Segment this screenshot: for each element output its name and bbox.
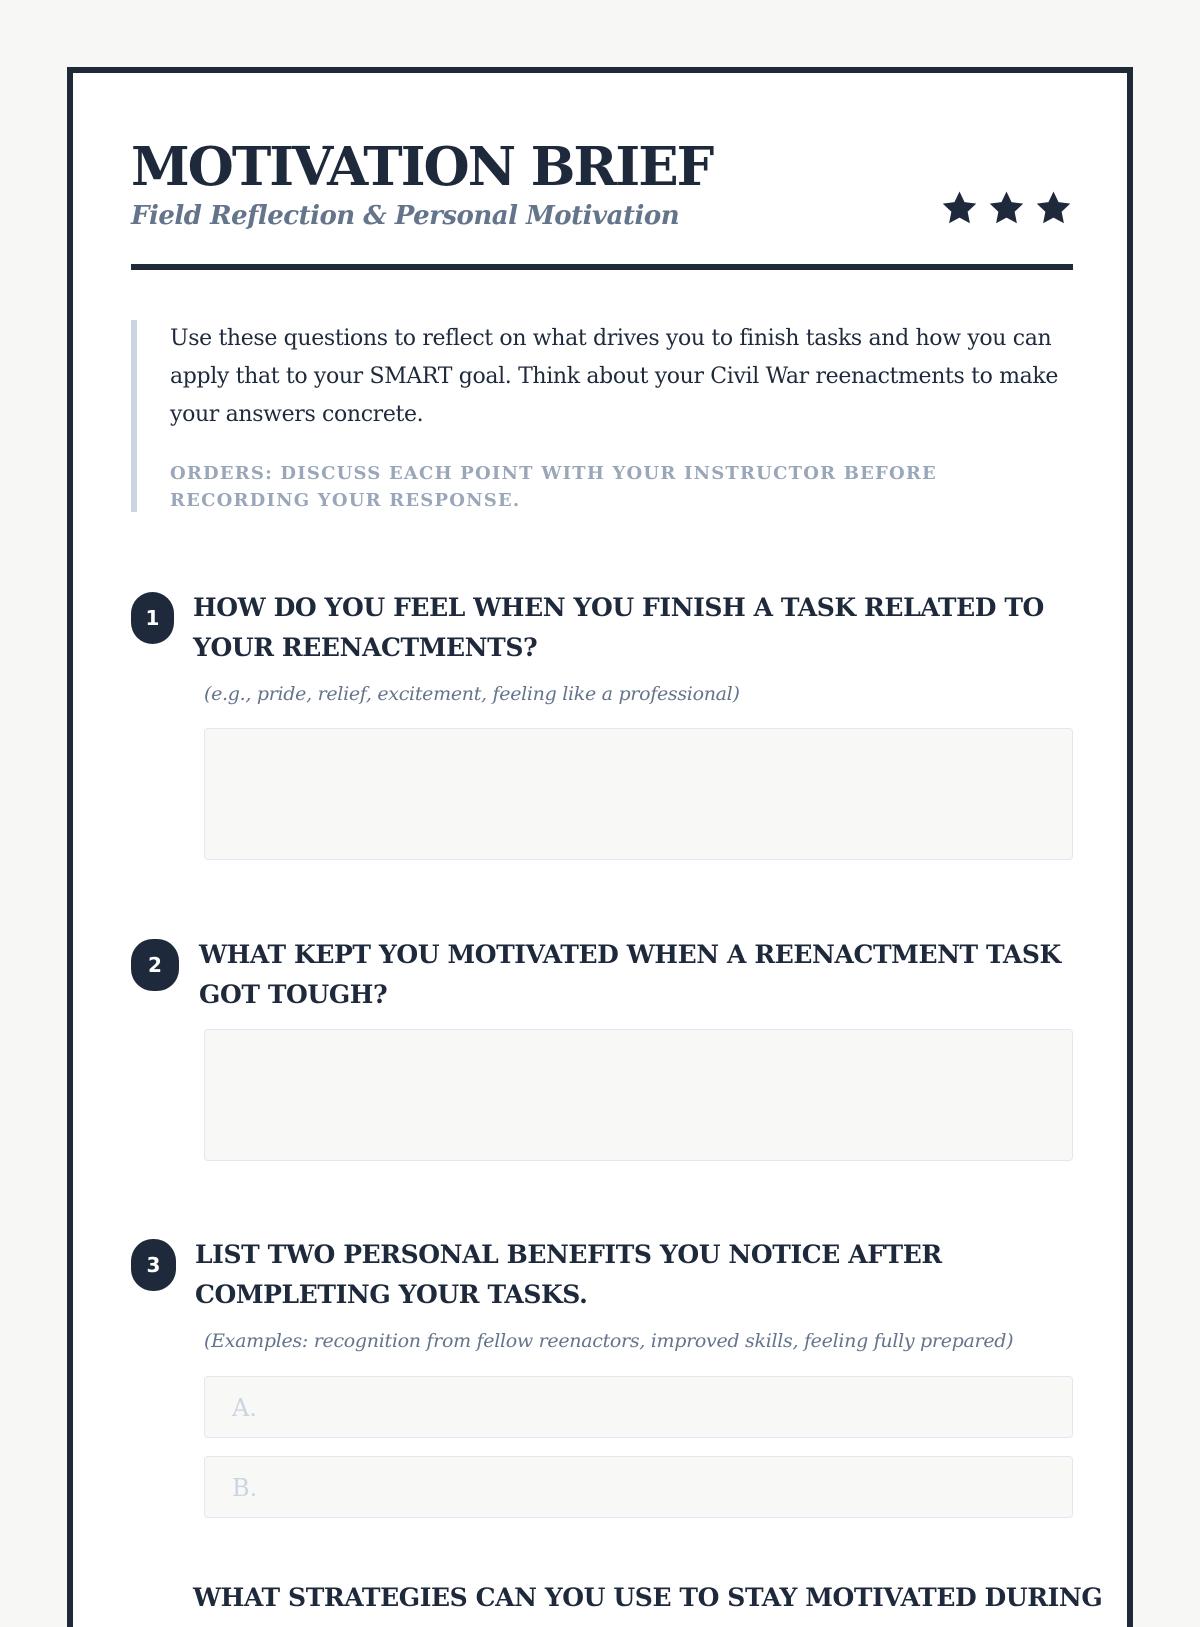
question-2 bbox=[131, 935, 1073, 1165]
page-subtitle: Field Reflection & Personal Motivation bbox=[131, 201, 680, 231]
question-text: LIST TWO PERSONAL BENEFITS YOU NOTICE AFTER COMPLETING YOUR TASKS. bbox=[195, 1240, 942, 1309]
intro-callout bbox=[131, 320, 1073, 512]
intro-orders: ORDERS: DISCUSS EACH POINT WITH YOUR INSTRUCTOR BEFORE RECORDING YOUR RESPONSE. bbox=[170, 463, 937, 511]
question-number-badge: 1 bbox=[131, 592, 174, 644]
question-text: WHAT KEPT YOU MOTIVATED WHEN A REENACTMENT TASK GOT TOUGH? bbox=[199, 940, 1061, 1009]
header bbox=[131, 133, 1073, 263]
question-number-badge: 3 bbox=[131, 1239, 176, 1291]
question-hint: (Examples: recognition from fellow reenactors, improved skills, feeling fully prepared) bbox=[204, 1330, 1014, 1352]
header-divider bbox=[131, 264, 1073, 270]
question-hint: (e.g., pride, relief, excitement, feeling like a professional) bbox=[204, 683, 740, 705]
answer-line-a[interactable] bbox=[204, 1376, 1073, 1438]
question-1 bbox=[131, 588, 1073, 858]
star-icon bbox=[940, 189, 979, 228]
intro-text: Use these questions to reflect on what drives you to finish tasks and how you can apply that to your SMART goal. Think about your Civil War reenactments to make your answers concrete. bbox=[170, 326, 1059, 427]
worksheet-sheet bbox=[67, 67, 1133, 1627]
question-3 bbox=[131, 1235, 1073, 1595]
answer-line-label: A. bbox=[232, 1394, 257, 1422]
question-text: HOW DO YOU FEEL WHEN YOU FINISH A TASK RELATED TO YOUR REENACTMENTS? bbox=[193, 593, 1044, 662]
question-text: WHAT STRATEGIES CAN YOU USE TO STAY MOTIVATED DURING bbox=[193, 1583, 1103, 1612]
star-rank bbox=[940, 189, 1073, 231]
page-title: MOTIVATION BRIEF bbox=[131, 136, 713, 198]
answer-line-label: B. bbox=[232, 1474, 258, 1502]
star-icon bbox=[987, 189, 1026, 228]
question-4 bbox=[131, 1578, 1103, 1618]
answer-box[interactable] bbox=[204, 728, 1073, 860]
star-icon bbox=[1034, 189, 1073, 228]
question-number-badge: 2 bbox=[131, 939, 179, 991]
answer-line-b[interactable] bbox=[204, 1456, 1073, 1518]
answer-box[interactable] bbox=[204, 1029, 1073, 1161]
